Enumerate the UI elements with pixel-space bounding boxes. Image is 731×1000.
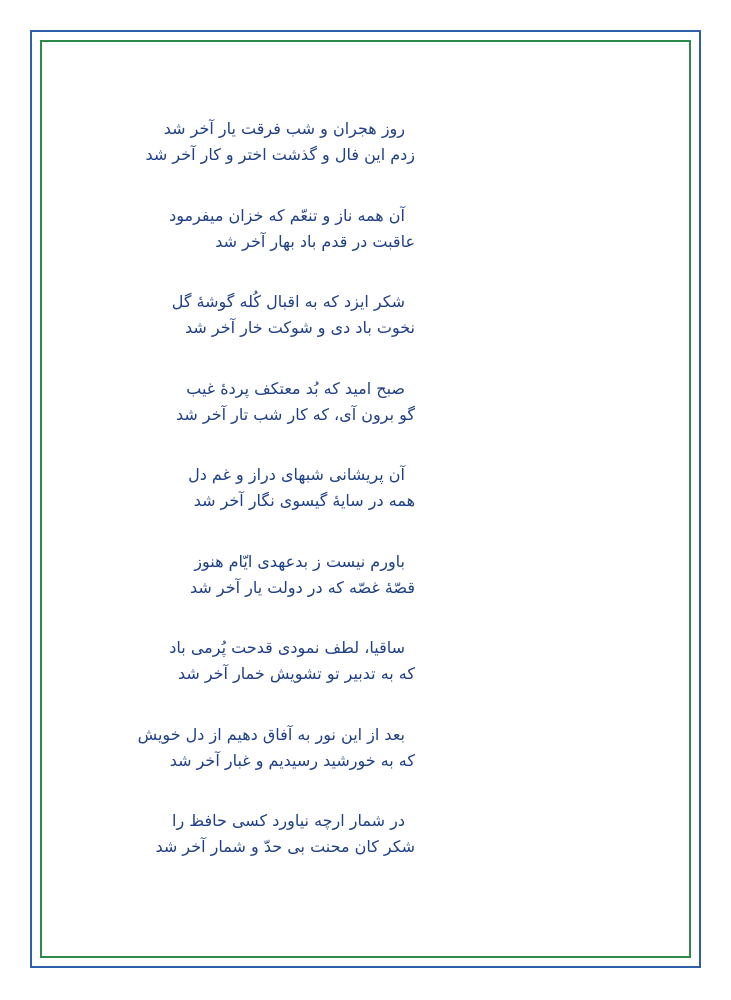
stanza [95,291,415,378]
stanza [95,551,415,638]
poem [95,118,415,897]
stanza [95,810,415,897]
poem-line: زدم این فال و گذشت اختر و کار آخر شد [145,145,415,164]
stanza [95,464,415,551]
poem-line: در شمار ارچه نیاورد کسی حافظ را [172,811,405,830]
poem-line: که به خورشید رسیدیم و غبار آخر شد [169,750,415,770]
poem-line: آن همه ناز و تنعّم که خزان میفرمود [169,205,405,225]
poem-line: شکر ایزد که به اقبال کُله گوشهٔ گل [171,292,405,311]
poem-line: صبح امید که بُد معتکف پردهٔ غیب [186,378,405,398]
stanza [95,205,415,292]
poem-line: همه در سایهٔ گیسوی نگار آخر شد [193,491,415,510]
poem-line: بعد از این نور به آفاق دهیم از دل خویش [137,724,405,744]
stanza [95,724,415,811]
poem-line: نخوت باد دی و شوکت خار آخر شد [185,318,415,337]
poem-line: قصّهٔ غصّه که در دولت یار آخر شد [189,577,415,597]
poem-line: گو برون آی، که کار شب تار آخر شد [175,404,415,424]
stanza [95,637,415,724]
poem-line: آن پریشانی شبهای دراز و غم دل [188,465,405,484]
stanza [95,118,415,205]
poem-line: عاقبت در قدم باد بهار آخر شد [215,231,415,251]
poem-line: شکر کان محنت بی حدّ و شمار آخر شد [155,837,415,856]
poem-line: که به تدبیر تو تشویش خمار آخر شد [177,664,415,683]
poem-line: باورم نیست ز بدعهدی ایّام هنوز [194,551,405,571]
poem-line: روز هجران و شب فرقت یار آخر شد [163,119,405,138]
poem-line: ساقیا، لطف نمودی قدحت پُرمی باد [169,638,405,657]
stanza [95,378,415,465]
